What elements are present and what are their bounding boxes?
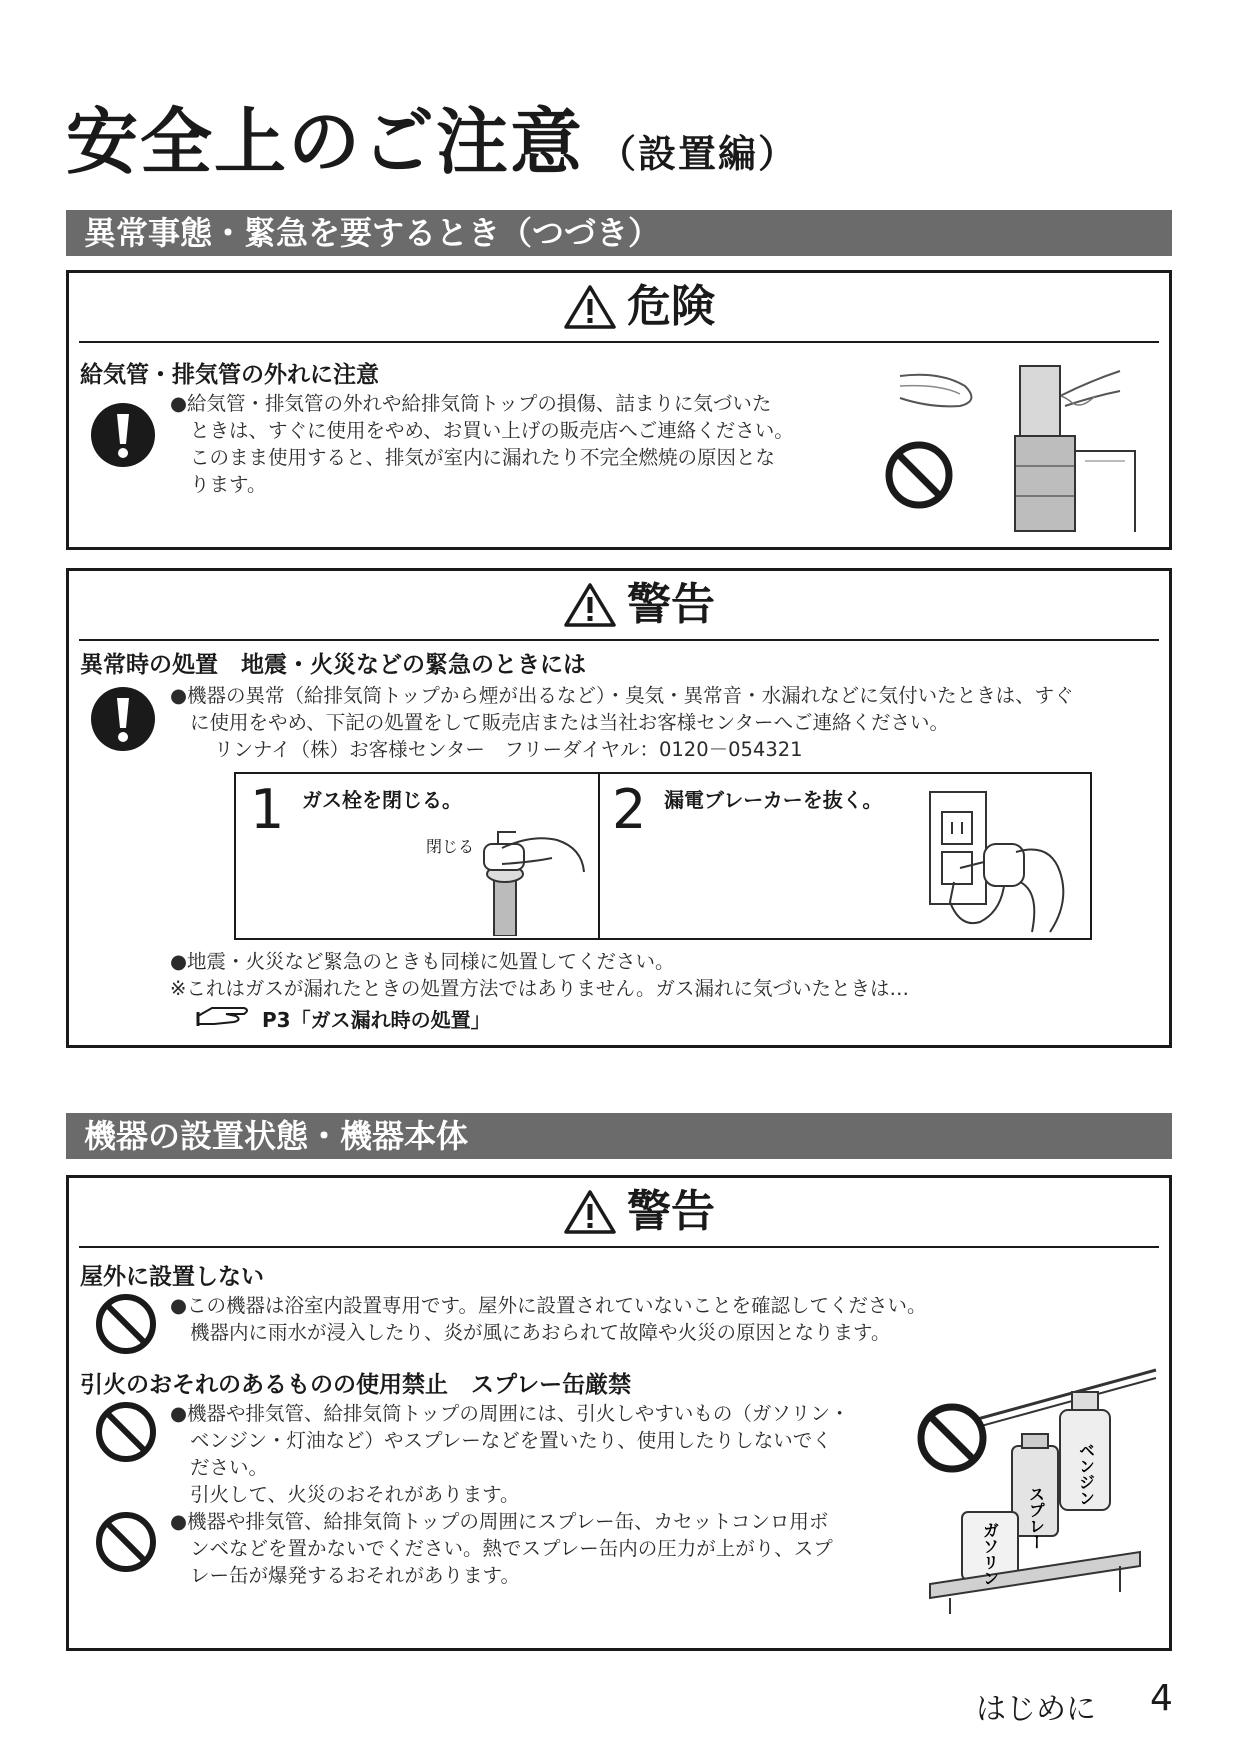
after-line: ※これはガスが漏れたときの処置方法ではありません。ガス漏れに気づいたときは… xyxy=(170,977,910,1000)
danger-line: ります。 xyxy=(190,473,267,496)
section-band-installation: 機器の設置状態・機器本体 xyxy=(66,1113,1172,1159)
can-label-spray: スプレー xyxy=(1026,1486,1046,1550)
reference-link[interactable]: P3「ガス漏れ時の処置」 xyxy=(262,1008,491,1032)
page-subtitle: （設置編） xyxy=(598,132,799,176)
warning-box-header xyxy=(79,577,1159,641)
page-title-text: 安全上のご注意 xyxy=(66,100,585,184)
text-line: 機器内に雨水が浸入したり、炎が風にあおられて故障や火災の原因となります。 xyxy=(190,1321,891,1344)
warning-label: 警告 xyxy=(627,1186,715,1237)
outlet-plug-illustration xyxy=(920,782,1080,938)
footer-section-label: はじめに xyxy=(976,1692,1096,1727)
danger-line: このまま使用すると、排気が室内に漏れたり不完全燃焼の原因とな xyxy=(190,446,776,469)
warning-triangle-icon xyxy=(563,1189,617,1235)
danger-box-header xyxy=(79,279,1159,343)
danger-heading: 給気管・排気管の外れに注意 xyxy=(80,362,379,388)
section-band-emergency: 異常事態・緊急を要するとき（つづき） xyxy=(66,210,1172,256)
warning-box-header xyxy=(79,1184,1159,1248)
can-label-gasoline: ガソリン xyxy=(980,1522,1000,1586)
page-title xyxy=(66,84,798,188)
text-no-flammables xyxy=(170,1400,849,1508)
text-line: ●機器や排気管、給排気筒トップの周囲にスプレー缶、カセットコンロ用ボ xyxy=(170,1510,829,1533)
text-line: レー缶が爆発するおそれがあります。 xyxy=(190,1564,520,1587)
step-number: 1 xyxy=(250,778,285,841)
warning-line: に使用をやめ、下記の処置をして販売店または当社お客様センターへご連絡ください。 xyxy=(190,711,949,734)
can-label-benzine: ベンジン xyxy=(1076,1442,1096,1506)
prohibition-icon xyxy=(94,1292,158,1356)
text-line: ベンジン・灯油など）やスプレーなどを置いたり、使用したりしないでく xyxy=(190,1429,832,1452)
pointing-hand-icon xyxy=(196,1004,252,1028)
prohibition-icon xyxy=(94,1510,158,1574)
danger-line: ●給気管・排気管の外れや給排気筒トップの損傷、詰まりに気づいた xyxy=(170,392,772,415)
prohibition-icon xyxy=(916,1402,988,1474)
step-label: ガス栓を閉じる。 xyxy=(302,788,462,812)
step-label: 漏電ブレーカーを抜く。 xyxy=(664,788,883,812)
heading-no-flammables: 引火のおそれのあるものの使用禁止 スプレー缶厳禁 xyxy=(80,1372,632,1398)
gas-valve-illustration xyxy=(472,814,592,936)
text-line: ●この機器は浴室内設置専用です。屋外に設置されていないことを確認してください。 xyxy=(170,1294,927,1317)
page-number: 4 xyxy=(1150,1678,1173,1719)
step-2 xyxy=(598,774,1092,938)
close-label: 閉じる xyxy=(426,837,475,856)
step-number: 2 xyxy=(612,778,647,841)
step-1 xyxy=(236,774,600,938)
text-no-outdoor xyxy=(170,1292,926,1346)
warning-after-text xyxy=(170,948,909,1002)
text-line: ●機器や排気管、給排気筒トップの周囲には、引火しやすいもの（ガソリン・ xyxy=(170,1402,850,1425)
text-line: ンベなどを置かないでください。熱でスプレー缶内の圧力が上がり、スプ xyxy=(190,1537,833,1560)
warning-text-emergency xyxy=(170,682,1074,763)
prohibition-icon xyxy=(884,440,954,510)
warning-heading-emergency: 異常時の処置 地震・火災などの緊急のときには xyxy=(80,652,586,678)
heading-no-outdoor: 屋外に設置しない xyxy=(80,1264,264,1290)
after-line: ●地震・火災など緊急のときも同様に処置してください。 xyxy=(170,950,675,973)
prohibition-icon xyxy=(94,1400,158,1464)
warning-triangle-icon xyxy=(563,284,617,330)
steps-table xyxy=(234,772,1092,940)
text-line: ださい。 xyxy=(190,1456,269,1479)
warning-triangle-icon xyxy=(563,582,617,628)
mandatory-exclamation-icon xyxy=(90,686,156,752)
customer-center-line: リンナイ（株）お客様センター フリーダイヤル：0120－054321 xyxy=(214,738,803,761)
mandatory-exclamation-icon xyxy=(90,402,156,468)
danger-text xyxy=(170,390,794,498)
warning-label: 警告 xyxy=(627,579,715,630)
warning-line: ●機器の異常（給排気筒トップから煙が出るなど）・臭気・異常音・水漏れなどに気付いたときは、すぐ xyxy=(170,684,1074,707)
text-line: 引火して、火災のおそれがあります。 xyxy=(190,1483,520,1506)
danger-line: ときは、すぐに使用をやめ、お買い上げの販売店へご連絡ください。 xyxy=(190,419,794,442)
danger-label: 危険 xyxy=(627,281,715,332)
text-no-spray-cans xyxy=(170,1508,833,1589)
flammables-illustration xyxy=(910,1362,1166,1614)
